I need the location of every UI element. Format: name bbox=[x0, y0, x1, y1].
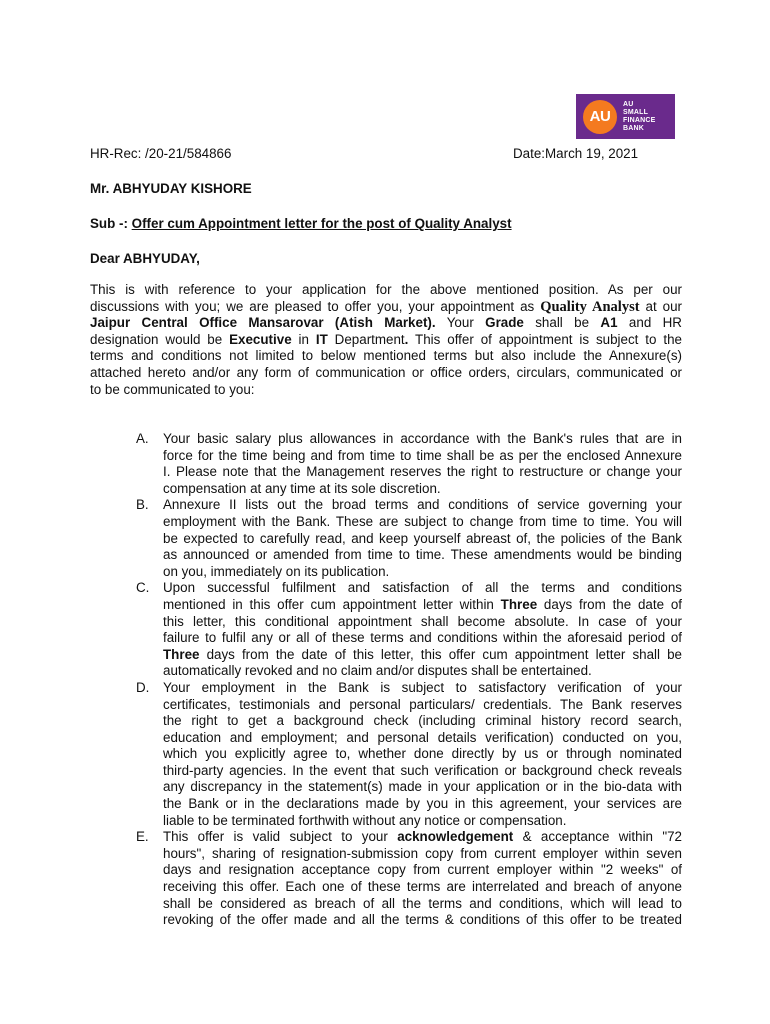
text-run: days from the date of bbox=[537, 596, 682, 612]
reference-number: HR-Rec: /20-21/584866 bbox=[90, 146, 232, 161]
list-item bbox=[118, 829, 682, 929]
item-line: employment with the Bank. These are subject to change from time to time. You will bbox=[163, 513, 682, 529]
item-line bbox=[163, 647, 682, 664]
item-line: revoking of the offer made and all the terms & conditions of this offer to be treated bbox=[163, 912, 682, 928]
text-run: days from the date of this letter, this offer cum appointment letter shall be bbox=[199, 646, 682, 662]
item-line: days and resignation acceptance copy from current employer within "2 weeks" of bbox=[163, 862, 682, 878]
item-line: shall be considered as breach of all the terms and conditions, which will lead to bbox=[163, 895, 682, 911]
intro-paragraph bbox=[90, 282, 682, 398]
text-run: . bbox=[404, 331, 409, 347]
text-run: This offer is valid subject to your bbox=[163, 829, 398, 845]
list-marker: D. bbox=[136, 679, 150, 695]
list-item bbox=[118, 431, 682, 497]
item-line bbox=[163, 597, 682, 614]
subject-text: Offer cum Appointment letter for the post of Quality Analyst bbox=[131, 216, 512, 231]
logo-text-line: AU bbox=[623, 100, 634, 108]
item-line: Annexure II lists out the broad terms and conditions of service governing your bbox=[163, 497, 682, 513]
item-line: compensation at any time at its sole discretion. bbox=[163, 480, 441, 496]
addressee-name: Mr. ABHYUDAY KISHORE bbox=[90, 181, 252, 196]
item-line: hours", sharing of resignation-submission copy from current employer within seven bbox=[163, 845, 682, 861]
terms-list bbox=[118, 431, 682, 929]
item-line: receiving this offer. Each one of these terms are interrelated and breach of anyone bbox=[163, 879, 682, 895]
item-line: force for the time being and from time to time shall be as per the enclosed Annexure bbox=[163, 447, 682, 463]
item-line: the right to get a background check (including criminal history record search, bbox=[163, 713, 682, 729]
list-marker: B. bbox=[136, 497, 149, 513]
paragraph-line: attached hereto and/or any form of communication or office orders, circulars, communicated or bbox=[90, 364, 682, 380]
item-line: failure to fulfil any or all of these terms and conditions within the aforesaid period of bbox=[163, 630, 682, 646]
item-line: which you explicitly agree to, whether done directly by us or through nominated bbox=[163, 746, 682, 762]
item-line: education and employment; and personal details verification) conducted on you, bbox=[163, 729, 682, 745]
grade-value: A1 bbox=[600, 315, 618, 331]
text-run: and HR bbox=[617, 315, 682, 331]
item-line: as announced or amended from time to time. These amendments would be binding bbox=[163, 547, 682, 563]
au-bank-logo bbox=[576, 94, 675, 139]
emphasis: Three bbox=[163, 646, 200, 662]
item-line: the Bank or in the declarations made by you in this agreement, your services are bbox=[163, 796, 682, 812]
designation: Executive bbox=[229, 331, 292, 347]
list-item bbox=[118, 580, 682, 680]
logo-text-line: BANK bbox=[623, 124, 645, 132]
paragraph-line bbox=[90, 332, 682, 349]
department: IT bbox=[315, 331, 328, 347]
paragraph-line bbox=[90, 315, 682, 332]
paragraph-line: terms and conditions not limited to below mentioned terms but also include the Annexure(s) bbox=[90, 348, 682, 364]
item-line: Your basic salary plus allowances in accordance with the Bank's rules that are in bbox=[163, 431, 682, 446]
text-run: discussions with you; we are pleased to offer you, your appointment as bbox=[90, 298, 541, 314]
item-line: Your employment in the Bank is subject to satisfactory verification of your bbox=[163, 679, 682, 695]
text-run: & acceptance within "72 bbox=[513, 829, 683, 845]
logo-text-line: SMALL bbox=[623, 108, 649, 116]
item-line: Upon successful fulfilment and satisfaction of all the terms and conditions bbox=[163, 580, 682, 596]
paragraph-line bbox=[90, 299, 682, 316]
logo-text-line: FINANCE bbox=[623, 116, 656, 124]
item-line: any discrepancy in the statement(s) made in your application or in the bio-data with bbox=[163, 779, 682, 795]
item-line: certificates, testimonials and personal particulars/ credentials. The Bank reserves bbox=[163, 696, 682, 712]
text-run: in bbox=[291, 331, 316, 347]
text-run: This offer of appointment is subject to the bbox=[408, 331, 682, 347]
grade-label: Grade bbox=[485, 315, 524, 331]
text-run: designation would be bbox=[90, 331, 230, 347]
item-line: liable to be terminated forthwith without any notice or compensation. bbox=[163, 812, 567, 828]
greeting: Dear ABHYUDAY, bbox=[90, 251, 200, 266]
text-run: Department bbox=[327, 331, 405, 347]
item-line: I. Please note that the Management reserves the right to restructure or change your bbox=[163, 464, 682, 480]
text-run: at our bbox=[639, 298, 682, 314]
list-marker: E. bbox=[136, 829, 149, 845]
position-title: Quality Analyst bbox=[540, 298, 640, 315]
logo-wordmark bbox=[623, 101, 656, 133]
paragraph-line: This is with reference to your application for the above mentioned position. As per our bbox=[90, 282, 682, 297]
emphasis: Three bbox=[500, 596, 538, 612]
item-line: automatically revoked and no claim and/or disputes shall be entertained. bbox=[163, 663, 592, 679]
text-run: Your bbox=[435, 315, 486, 331]
list-item bbox=[118, 680, 682, 829]
item-line: third-party agencies. In the event that such verification or background check reveals bbox=[163, 762, 682, 778]
item-line bbox=[163, 829, 682, 846]
text-run: shall be bbox=[523, 315, 601, 331]
office-location: Jaipur Central Office Mansarovar (Atish Market). bbox=[90, 315, 436, 331]
letter-date: Date:March 19, 2021 bbox=[513, 146, 639, 161]
text-run: mentioned in this offer cum appointment letter within bbox=[163, 596, 501, 612]
list-marker: A. bbox=[136, 431, 149, 446]
item-line: on you, immediately on its publication. bbox=[163, 563, 390, 579]
list-marker: C. bbox=[136, 580, 150, 596]
item-line: be expected to carefully read, and keep yourself abreast of, the policies of the Bank bbox=[163, 530, 682, 546]
list-item bbox=[118, 497, 682, 580]
item-line: this letter, this conditional appointment shall become absolute. In case of your bbox=[163, 613, 682, 629]
emphasis: acknowledgement bbox=[397, 829, 514, 845]
subject-prefix: Sub -: bbox=[90, 216, 132, 231]
paragraph-line: to be communicated to you: bbox=[90, 381, 255, 397]
logo-circle: AU bbox=[583, 100, 617, 134]
subject-line bbox=[90, 216, 512, 232]
